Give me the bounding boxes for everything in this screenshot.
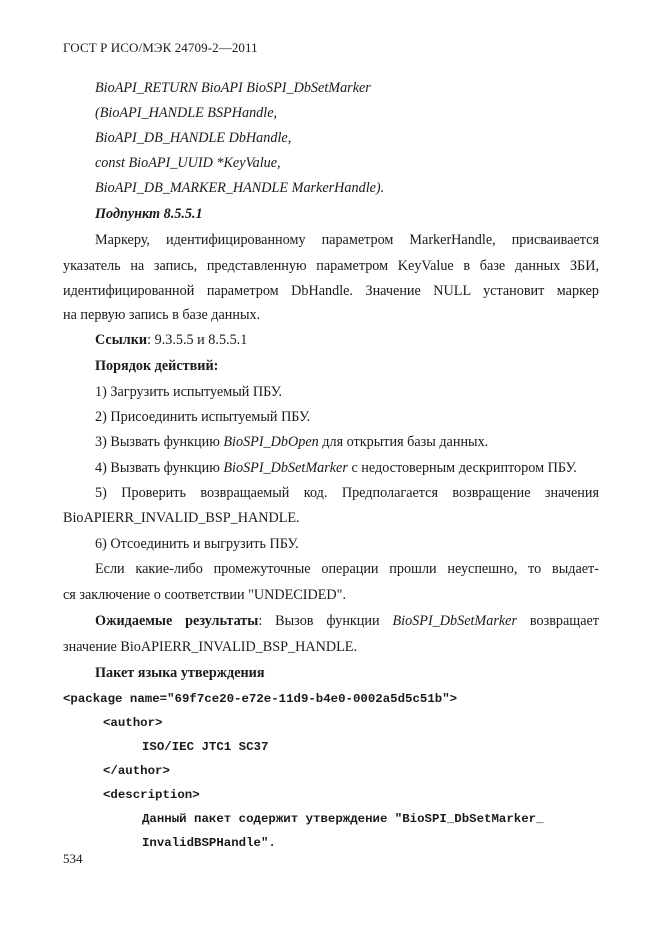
code-line-package: <package name="69f7ce20-e72e-11d9-b4e0-0002a5d5c51b"> — [63, 692, 458, 706]
step-3-text: 3) Вызвать функцию — [95, 434, 224, 450]
step-6: 6) Отсоединить и выгрузить ПБУ. — [95, 536, 299, 552]
expected-results-function: BioSPI_DbSetMarker — [392, 613, 517, 629]
code-line-author-open: <author> — [103, 716, 163, 730]
code-line-author-close: </author> — [103, 764, 170, 778]
procedure-heading: Порядок действий: — [95, 358, 219, 374]
expected-results-label: Ожидаемые результаты — [95, 613, 259, 629]
step-4-text: 4) Вызвать функцию — [95, 460, 224, 476]
page-number: 534 — [63, 851, 83, 866]
signature-line-1: BioAPI_RETURN BioAPI BioSPI_DbSetMarker — [95, 80, 371, 96]
expected-results-line-2: значение BioAPIERR_INVALID_BSP_HANDLE. — [63, 639, 357, 655]
signature-line-5: BioAPI_DB_MARKER_HANDLE MarkerHandle). — [95, 180, 385, 196]
expected-results-text-end: возвращает — [517, 613, 600, 629]
step-3-text-end: для открытия базы данных. — [318, 434, 489, 450]
expected-results-text: : Вызов функции — [258, 613, 393, 629]
step-4 — [95, 458, 599, 478]
references — [95, 330, 599, 350]
code-line-description-1: Данный пакет содержит утверждение "BioSPI_DbSetMarker_ — [142, 812, 544, 826]
step-4-text-end: с недостоверным дескриптором ПБУ. — [347, 460, 577, 476]
step-2: 2) Присоединить испытуемый ПБУ. — [95, 409, 311, 425]
failure-note-line-2: ся заключение о соответствии "UNDECIDED". — [63, 587, 346, 603]
code-line-author-value: ISO/IEC JTC1 SC37 — [142, 740, 269, 754]
step-4-function: BioSPI_DbSetMarker — [223, 460, 348, 476]
references-text: : 9.3.5.5 и 8.5.5.1 — [147, 332, 248, 348]
code-line-description-2: InvalidBSPHandle". — [142, 836, 276, 850]
expected-results-line-1 — [95, 611, 599, 631]
description-line-1: Маркеру, идентифицированному параметром MarkerHandle, присваивается — [95, 232, 599, 248]
assertion-language-heading: Пакет языка утверждения — [95, 665, 265, 681]
description-line-4: на первую запись в базе данных. — [63, 307, 261, 323]
signature-line-3: BioAPI_DB_HANDLE DbHandle, — [95, 130, 292, 146]
description-line-3: идентифицированной параметром DbHandle. Значение NULL установит маркер — [63, 283, 599, 299]
step-5-line-1: 5) Проверить возвращаемый код. Предполагается возвращение значения — [95, 485, 599, 501]
step-3 — [95, 432, 599, 452]
standard-header: ГОСТ Р ИСО/МЭК 24709-2—2011 — [63, 40, 258, 55]
code-line-description-open: <description> — [103, 788, 200, 802]
description-line-2: указатель на запись, представленную параметром KeyValue в базе данных ЗБИ, — [63, 258, 599, 274]
subclause-heading: Подпункт 8.5.5.1 — [95, 206, 203, 222]
references-label: Ссылки — [95, 332, 148, 348]
step-1: 1) Загрузить испытуемый ПБУ. — [95, 384, 283, 400]
signature-line-4: const BioAPI_UUID *KeyValue, — [95, 155, 281, 171]
failure-note-line-1: Если какие-либо промежуточные операции прошли неуспешно, то выдает- — [95, 561, 599, 577]
signature-line-2: (BioAPI_HANDLE BSPHandle, — [95, 105, 278, 121]
step-3-function: BioSPI_DbOpen — [223, 434, 319, 450]
step-5-line-2: BioAPIERR_INVALID_BSP_HANDLE. — [63, 510, 300, 526]
